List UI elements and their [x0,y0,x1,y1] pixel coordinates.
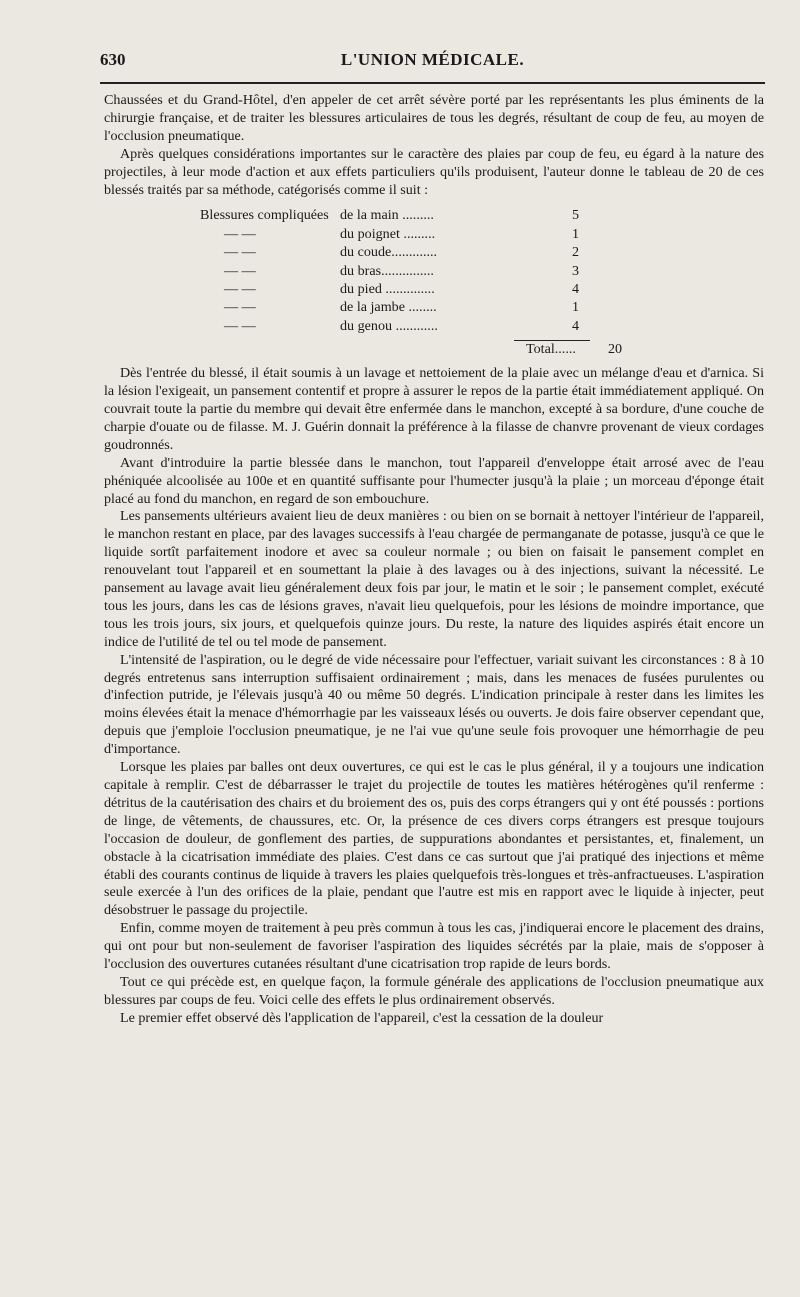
row-label: — — [224,317,256,334]
total-label: Total...... [526,341,576,358]
row-label: — — [224,225,256,242]
row-count: 3 [572,262,580,279]
row-part: de la jambe ........ [340,299,437,316]
row-count: 1 [572,299,580,316]
row-label: — — [224,244,256,261]
table-total-row [526,341,660,361]
header-rule [100,82,765,84]
row-count: 4 [572,317,580,334]
paragraph: Chaussées et du Grand-Hôtel, d'en appeler de cet arrêt sévère porté par les représentants les plus éminents de la chirurgie française, et de traiter les blessures articulaires de tous les degrés, résultant de coup de feu, au moyen de l'occlusion pneumatique. [104,92,764,144]
row-part: du coude............. [340,244,438,261]
paragraph: Tout ce qui précède est, en quelque façon, la formule générale des applications de l'occlusion pneumatique aux blessures par coups de feu. Voici celle des effets le plus ordinairement observés. [104,973,764,1008]
row-label: Blessures compliquées [200,207,329,224]
row-part: du genou ............ [340,317,438,334]
row-count: 5 [572,207,580,224]
paragraph: Avant d'introduire la partie blessée dans le manchon, tout l'appareil d'enveloppe était arrosé avec de l'eau phéniquée alcoolisée au 100e et en quantité suffisante pour l'humecter jusqu'à la plaie ; un morceau d'éponge était placé au fond du manchon, en regard de son embouchure. [104,454,764,507]
row-part: du poignet ......... [340,225,436,242]
table-row [200,318,660,336]
row-count: 2 [572,244,580,261]
row-part: du bras............... [340,262,434,279]
paragraph: Après quelques considérations importantes sur le caractère des plaies par coup de feu, eu égard à la nature des projectiles, à leur mode d'action et aux effets particuliers qu'ils produisent, l'auteur donne le tableau de 20 de ces blessés traités par sa méthode, catégorisés comme il suit : [104,145,764,198]
row-label: — — [224,262,256,279]
row-label: — — [224,281,256,297]
paragraph: Les pansements ultérieurs avaient lieu de deux manières : ou bien on se bornait à nettoyer l'intérieur de l'appareil, le manchon restant en place, par des lavages successifs à l'eau chargée de permanganate de potasse, jusqu'à ce que le liquide sortît parfaitement inodore et avec sa couleur normale ; ou bien on faisait le pansement complet en renouvelant tout l'appareil et en soumettant la plaie à des lavages ou à des injections, suivant la nécessité. Le pansement au lavage avait lieu généralement deux fois par jour, le matin et le soir ; le pansement complet, exécuté tous les jours, dans les cas de lésions graves, n'avait lieu quelquefois, pour les lésions de moindre importance, que tous les trois jours, six jours, et quelquefois quinze jours. Du reste, la nature des liquides aspirés était encore un indice de l'utilité de tel ou tel mode de pansement. [104,508,764,650]
row-part: du pied .............. [340,281,435,297]
paragraph: Lorsque les plaies par balles ont deux ouvertures, ce qui est le cas le plus général, il y a toujours une indication capitale à remplir. C'est de débarrasser le trajet du projectile de toutes les matières hétérogènes qu'il renferme : détritus de la cautérisation des chairs et du broiement des os, puis des corps étrangers qui y ont été poussés : portions de linge, de vêtements, de chaussures, etc. Or, la présence de ces divers corps étrangers est presque toujours l'occasion de douleur, de gonflement des parties, de suppurations abondantes et persistantes, et, finalement, un obstacle à la cicatrisation immédiate des plaies. C'est dans ce cas surtout que j'ai pratiqué des injections et même établi des courants continus de liquide à travers les plaies quelquefois très-longues et très-anfractueuses. L'aspiration seule exercée à l'un des orifices de la plaie, pendant que l'autre est mis en rapport avec le liquide à injecter, peut désobstruer le passage du projectile. [104,759,764,919]
journal-title: L'UNION MÉDICALE. [340,50,525,69]
paragraph: L'intensité de l'aspiration, ou le degré de vide nécessaire pour l'effectuer, variait suivant les circonstances : 8 à 10 degrés entretenus sans interruption suffisaient ordinairement ; mais, dans les menaces de fusées purulentes ou d'infection putride, je l'élevais jusqu'à 40 ou même 50 degrés. L'indication principale à rester dans les limites les moins élevées était la menace d'hémorrhagie par les vaisseaux lésés ou ouverts. Je dois faire observer cependant que, depuis que j'emploie l'occlusion pneumatique, je ne l'ai vue qu'une seule fois provoquer une hémorrhagie de peu d'importance. [104,651,764,758]
table-row [200,226,660,244]
article-body [104,92,764,1028]
paragraph: Dès l'entrée du blessé, il était soumis à un lavage et nettoiement de la plaie avec un mélange d'eau et d'arnica. Si la lésion l'exigeait, un pansement contentif et propre à assurer le repos de la partie était immédiatement appliqué. On couvrait toute la partie du membre qui devait être enfermée dans le manchon, excepté à sa bordure, d'une couche de charpie d'ouate ou de filasse. M. J. Guérin donnait la préférence à la filasse de chanvre provenant de vieux cordages goudronnés. [104,365,764,453]
table-row [200,207,660,225]
row-label: — — [224,299,256,316]
paragraph: Enfin, comme moyen de traitement à peu près commun à tous les cas, j'indiquerai encore le placement des drains, qui ont pour but non-seulement de favoriser l'aspiration des liquides sécrétés par la plaie, mais de s'opposer à l'occlusion des ouvertures cutanées résultant d'une cicatrisation trop rapide de leurs bords. [104,920,764,973]
table-row [200,263,660,281]
row-count: 1 [572,225,580,242]
table-row [200,281,660,299]
running-header [100,50,765,74]
row-part: de la main ......... [340,207,434,224]
paragraph: Le premier effet observé dès l'application de l'appareil, c'est la cessation de la douleur [120,1009,604,1026]
row-count: 4 [572,281,580,297]
table-row [200,299,660,317]
wounds-table [200,207,660,361]
table-row [200,244,660,262]
page-number: 630 [100,50,126,69]
total-value: 20 [608,341,623,358]
